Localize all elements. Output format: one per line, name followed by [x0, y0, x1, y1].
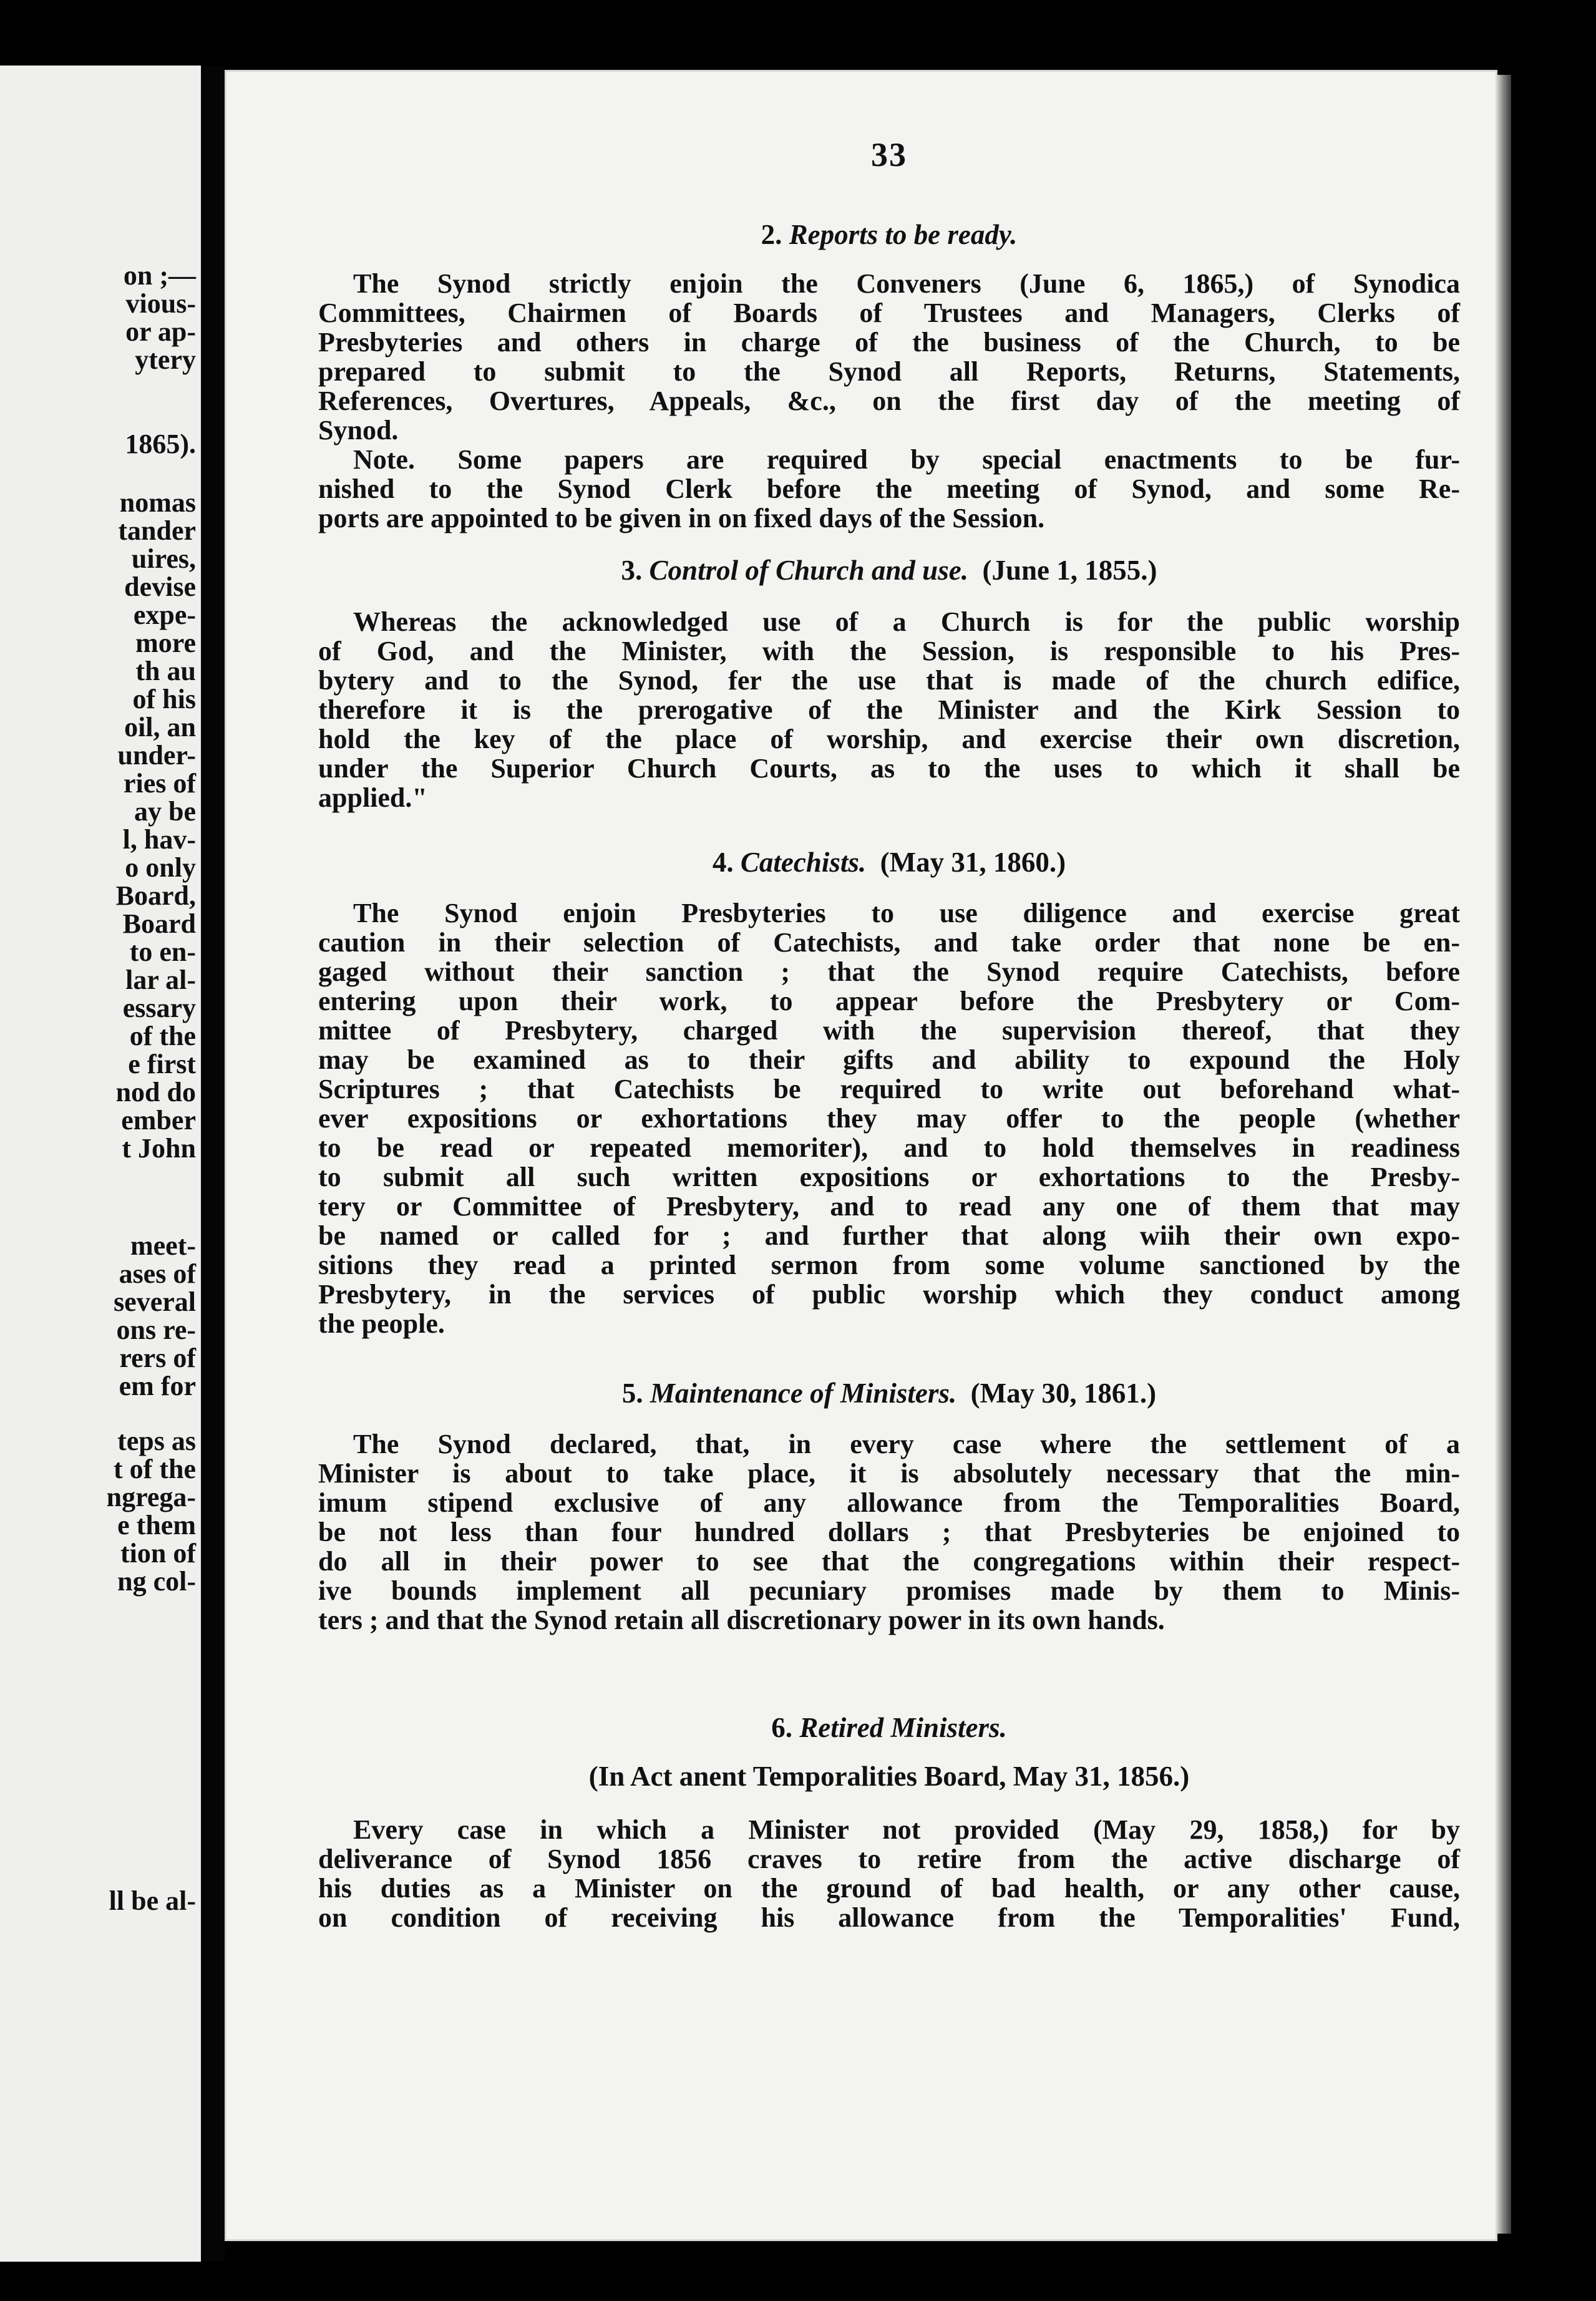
- section-3-paragraph: [318, 607, 1460, 812]
- text-line: ever expositions or exhortations they may offer to the people (whether: [318, 1103, 1460, 1134]
- section-heading-4: [318, 846, 1460, 878]
- text-line: be named or called for ; and further that along wiih their own expo-: [318, 1220, 1460, 1251]
- left-page-text-fragment: ay be: [134, 796, 196, 827]
- text-line: on condition of receiving his allowance from the Temporalities' Fund,: [318, 1902, 1460, 1933]
- section-4-paragraph: [318, 898, 1460, 1338]
- left-page-text-fragment: t John: [122, 1133, 196, 1164]
- text-line: ports are appointed to be given in on fixed days of the Session.: [318, 503, 1045, 533]
- left-page-text-fragment: l, hav-: [122, 824, 196, 855]
- text-line: Scriptures ; that Catechists be required to write out beforehand what-: [318, 1074, 1460, 1104]
- text-line: References, Overtures, Appeals, &c., on the first day of the meeting of: [318, 386, 1460, 416]
- section-5-paragraph: [318, 1429, 1460, 1635]
- text-line: tery or Committee of Presbytery, and to read any one of them that may: [318, 1191, 1460, 1222]
- text-line: to submit all such written expositions or exhortations to the Presby-: [318, 1162, 1460, 1192]
- left-page-text-fragment: meet-: [130, 1230, 196, 1261]
- text-line: The Synod enjoin Presbyteries to use diligence and exercise great: [353, 898, 1460, 928]
- text-line: entering upon their work, to appear before the Presbytery or Com-: [318, 986, 1460, 1016]
- left-page-text-fragment: under-: [117, 740, 196, 771]
- text-line: therefore it is the prerogative of the Minister and the Kirk Session to: [318, 694, 1460, 725]
- left-page-text-fragment: on ;—: [123, 260, 196, 291]
- section-date: (May 30, 1861.): [970, 1378, 1157, 1409]
- text-line: Committees, Chairmen of Boards of Trustees and Managers, Clerks of: [318, 298, 1460, 328]
- left-page-text-fragment: ons re-: [116, 1315, 196, 1345]
- page-number: 33: [871, 136, 907, 173]
- text-line: his duties as a Minister on the ground of bad health, or any other cause,: [318, 1873, 1460, 1904]
- section-title: Control of Church and use.: [649, 555, 968, 586]
- left-page-text-fragment: lar al-: [125, 965, 196, 995]
- left-page-text-fragment: e first: [128, 1049, 196, 1079]
- left-page-text-fragment: em for: [119, 1371, 196, 1401]
- left-page-text-fragment: ll be al-: [109, 1885, 196, 1916]
- text-line: Every case in which a Minister not provided (May 29, 1858,) for by: [353, 1814, 1460, 1845]
- left-page-text-fragment: t of the: [114, 1454, 196, 1484]
- text-line: may be examined as to their gifts and ability to expound the Holy: [318, 1044, 1460, 1075]
- section-title: Catechists.: [740, 847, 867, 878]
- left-page-text-fragment: e them: [117, 1510, 196, 1540]
- text-line: mittee of Presbytery, charged with the supervision thereof, that they: [318, 1015, 1460, 1046]
- left-page-text-fragment: essary: [122, 993, 196, 1023]
- text-line: imum stipend exclusive of any allowance from the Temporalities Board,: [318, 1487, 1460, 1518]
- text-line: Whereas the acknowledged use of a Church is for the public worship: [353, 606, 1460, 637]
- section-number: 3.: [621, 555, 650, 586]
- left-page-text-fragment: ytery: [135, 344, 196, 375]
- section-title: Maintenance of Ministers.: [650, 1378, 957, 1409]
- section-number: 4.: [712, 847, 741, 878]
- text-line: Presbytery, in the services of public worship which they conduct among: [318, 1279, 1460, 1310]
- page-gutter: [201, 66, 225, 2262]
- section-date: (June 1, 1855.): [982, 555, 1157, 586]
- text-line: hold the key of the place of worship, and exercise their own discretion,: [318, 724, 1460, 754]
- text-line: bytery and to the Synod, fer the use that is made of the church edifice,: [318, 665, 1460, 696]
- section-date: (May 31, 1860.): [880, 847, 1066, 878]
- section-number: 5.: [621, 1378, 650, 1409]
- text-line: sitions they read a printed sermon from some volume sanctioned by the: [318, 1250, 1460, 1280]
- left-page-text-fragment: oil, an: [124, 712, 196, 742]
- left-page-text-fragment: nod do: [115, 1077, 196, 1107]
- left-page-text-fragment: teps as: [117, 1426, 196, 1456]
- left-page-text-fragment: of his: [132, 684, 196, 714]
- left-page-text-fragment: Board,: [115, 880, 196, 911]
- text-line: of God, and the Minister, with the Session, is responsible to his Pres-: [318, 636, 1460, 666]
- text-line: Synod.: [318, 415, 399, 445]
- main-page: [225, 70, 1497, 2241]
- left-page-text-fragment: expe-: [133, 600, 196, 630]
- left-page-text-fragment: ngrega-: [106, 1482, 196, 1512]
- text-line: be not less than four hundred dollars ; that Presbyteries be enjoined to: [318, 1517, 1460, 1547]
- section-6-paragraph: [318, 1815, 1460, 1932]
- text-line: deliverance of Synod 1856 craves to retire from the active discharge of: [318, 1844, 1460, 1874]
- left-page-text-fragment: ases of: [119, 1258, 196, 1289]
- left-page-text-fragment: 1865).: [125, 429, 196, 459]
- text-line: The Synod strictly enjoin the Conveners (June 6, 1865,) of Synodica: [353, 268, 1460, 299]
- text-line: gaged without their sanction ; that the Synod require Catechists, before: [318, 956, 1460, 987]
- left-page-text-fragment: tander: [118, 515, 196, 546]
- section-heading-5: [318, 1377, 1460, 1409]
- text-line: ters ; and that the Synod retain all discretionary power in its own hands.: [318, 1605, 1165, 1635]
- left-page-text-fragment: or ap-: [125, 316, 196, 347]
- section-heading-2: [318, 218, 1460, 251]
- left-page-text-fragment: uires,: [131, 543, 196, 574]
- text-line: Presbyteries and others in charge of the business of the Church, to be: [318, 327, 1460, 358]
- text-line: caution in their selection of Catechists, and take order that none be en-: [318, 927, 1460, 958]
- text-line: nished to the Synod Clerk before the meeting of Synod, and some Re-: [318, 474, 1460, 504]
- text-line: under the Superior Church Courts, as to the uses to which it shall be: [318, 753, 1460, 784]
- left-page-text-fragment: of the: [129, 1021, 196, 1051]
- left-page-text-fragment: ng col-: [117, 1566, 196, 1597]
- left-page-text-fragment: several: [114, 1287, 196, 1317]
- page-edge-shadow: [1497, 75, 1511, 2234]
- left-page-text-fragment: vious-: [125, 288, 196, 319]
- left-page-text-fragment: devise: [124, 572, 196, 602]
- left-page-text-fragment: ember: [121, 1105, 196, 1136]
- left-page-text-fragment: ries of: [123, 768, 196, 799]
- text-line: Minister is about to take place, it is absolutely necessary that the min-: [318, 1458, 1460, 1489]
- text-line: do all in their power to see that the congregations within their respect-: [318, 1546, 1460, 1577]
- text-line: ive bounds implement all pecuniary promises made by them to Minis-: [318, 1575, 1460, 1606]
- text-line: applied.": [318, 782, 427, 813]
- left-page-text-fragment: Board: [122, 908, 196, 939]
- section-heading-6: [318, 1711, 1460, 1744]
- section-title: Retired Ministers.: [799, 1712, 1007, 1743]
- left-page-text-fragment: o only: [125, 852, 196, 883]
- section-number: 2.: [761, 219, 789, 250]
- left-page-text-fragment: th au: [135, 656, 196, 686]
- text-line: to be read or repeated memoriter), and to hold themselves in readiness: [318, 1132, 1460, 1163]
- left-page-text-fragment: to en-: [129, 936, 196, 967]
- left-page-text-fragment: nomas: [119, 487, 196, 518]
- section-subheading-6: (In Act anent Temporalities Board, May 31, 1856.): [588, 1761, 1190, 1792]
- left-page-text-fragment: tion of: [120, 1538, 196, 1569]
- section-heading-3: [318, 554, 1460, 586]
- text-line: The Synod declared, that, in every case where the settlement of a: [353, 1429, 1460, 1459]
- section-title: Reports to be ready.: [789, 219, 1018, 250]
- section-2-note: [318, 445, 1460, 533]
- section-2-paragraph-1: [318, 269, 1460, 445]
- text-line: Note. Some papers are required by special enactments to be fur-: [353, 444, 1460, 475]
- text-line: prepared to submit to the Synod all Reports, Returns, Statements,: [318, 356, 1460, 387]
- left-page-text-fragment: rers of: [119, 1343, 196, 1373]
- left-page-text-fragment: more: [135, 628, 196, 658]
- left-facing-page: [0, 66, 201, 2262]
- section-number: 6.: [771, 1712, 800, 1743]
- text-line: the people.: [318, 1308, 445, 1339]
